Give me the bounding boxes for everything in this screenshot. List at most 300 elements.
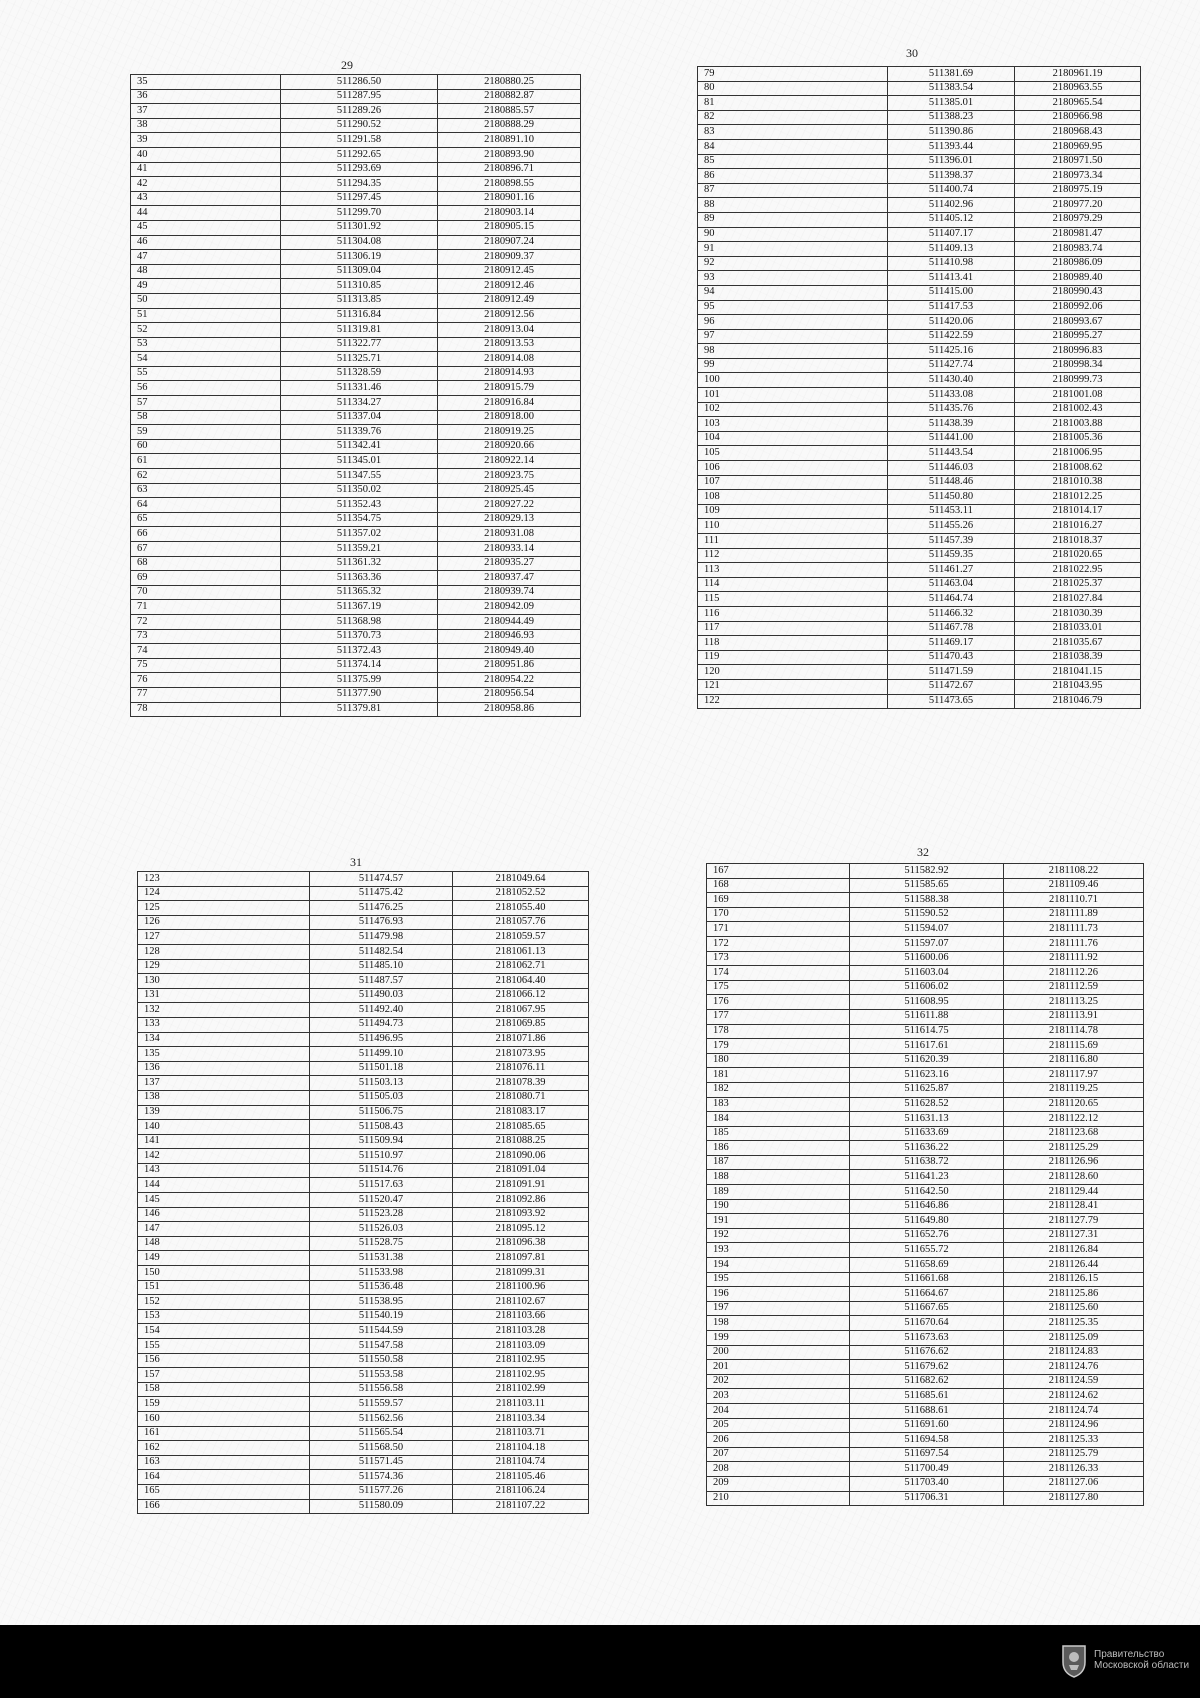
table-row	[707, 1331, 1144, 1346]
x-coordinate-cell: 511435.76	[888, 402, 1015, 417]
table-row	[138, 1017, 589, 1032]
x-coordinate-cell: 511464.74	[888, 592, 1015, 607]
y-coordinate-cell: 2180912.49	[438, 293, 581, 308]
x-coordinate-cell: 511544.59	[310, 1324, 453, 1339]
point-number-cell: 194	[707, 1258, 850, 1273]
point-number-cell: 38	[131, 118, 281, 133]
table-row	[131, 629, 581, 644]
point-number-cell: 191	[707, 1214, 850, 1229]
table-row	[707, 1287, 1144, 1302]
point-number-cell: 148	[138, 1236, 310, 1251]
logo-line-1: Правительство	[1094, 1649, 1165, 1660]
table-row	[131, 600, 581, 615]
table-row	[138, 901, 589, 916]
point-number-cell: 207	[707, 1447, 850, 1462]
table-row	[131, 425, 581, 440]
point-number-cell: 156	[138, 1353, 310, 1368]
x-coordinate-cell: 511381.69	[888, 67, 1015, 82]
y-coordinate-cell: 2180961.19	[1015, 67, 1141, 82]
x-coordinate-cell: 511359.21	[281, 542, 438, 557]
table-row	[131, 352, 581, 367]
x-coordinate-cell: 511638.72	[850, 1155, 1004, 1170]
x-coordinate-cell: 511562.56	[310, 1411, 453, 1426]
x-coordinate-cell: 511453.11	[888, 504, 1015, 519]
point-number-cell: 54	[131, 352, 281, 367]
table-row	[131, 337, 581, 352]
y-coordinate-cell: 2180966.98	[1015, 110, 1141, 125]
point-number-cell: 166	[138, 1499, 310, 1514]
x-coordinate-cell: 511580.09	[310, 1499, 453, 1514]
point-number-cell: 93	[698, 271, 888, 286]
x-coordinate-cell: 511417.53	[888, 300, 1015, 315]
point-number-cell: 92	[698, 256, 888, 271]
point-number-cell: 77	[131, 687, 281, 702]
y-coordinate-cell: 2181020.65	[1015, 548, 1141, 563]
table-row	[698, 694, 1141, 709]
x-coordinate-cell: 511304.08	[281, 235, 438, 250]
y-coordinate-cell: 2181046.79	[1015, 694, 1141, 709]
x-coordinate-cell: 511614.75	[850, 1024, 1004, 1039]
table-row	[698, 373, 1141, 388]
y-coordinate-cell: 2181016.27	[1015, 519, 1141, 534]
table-row	[131, 454, 581, 469]
point-number-cell: 72	[131, 614, 281, 629]
y-coordinate-cell: 2181059.57	[453, 930, 589, 945]
point-number-cell: 167	[707, 864, 850, 879]
x-coordinate-cell: 511459.35	[888, 548, 1015, 563]
x-coordinate-cell: 511494.73	[310, 1017, 453, 1032]
point-number-cell: 36	[131, 89, 281, 104]
point-number-cell: 128	[138, 944, 310, 959]
x-coordinate-cell: 511547.58	[310, 1339, 453, 1354]
y-coordinate-cell: 2180979.29	[1015, 212, 1141, 227]
x-coordinate-cell: 511490.03	[310, 988, 453, 1003]
table-row	[131, 235, 581, 250]
x-coordinate-cell: 511540.19	[310, 1309, 453, 1324]
x-coordinate-cell: 511331.46	[281, 381, 438, 396]
table-row	[698, 402, 1141, 417]
table-row	[698, 431, 1141, 446]
table-row	[131, 542, 581, 557]
table-row	[138, 1032, 589, 1047]
y-coordinate-cell: 2181006.95	[1015, 446, 1141, 461]
x-coordinate-cell: 511375.99	[281, 673, 438, 688]
y-coordinate-cell: 2181125.60	[1004, 1301, 1144, 1316]
y-coordinate-cell: 2180913.53	[438, 337, 581, 352]
point-number-cell: 147	[138, 1222, 310, 1237]
point-number-cell: 43	[131, 191, 281, 206]
point-number-cell: 78	[131, 702, 281, 717]
point-number-cell: 186	[707, 1141, 850, 1156]
table-row	[138, 1105, 589, 1120]
x-coordinate-cell: 511316.84	[281, 308, 438, 323]
table-row	[698, 125, 1141, 140]
table-row	[707, 1272, 1144, 1287]
x-coordinate-cell: 511697.54	[850, 1447, 1004, 1462]
table-row	[707, 1389, 1144, 1404]
table-row	[698, 504, 1141, 519]
y-coordinate-cell: 2180981.47	[1015, 227, 1141, 242]
point-number-cell: 46	[131, 235, 281, 250]
y-coordinate-cell: 2181111.92	[1004, 951, 1144, 966]
table-row	[138, 1455, 589, 1470]
table-row	[698, 534, 1141, 549]
table-row	[138, 1207, 589, 1222]
y-coordinate-cell: 2181114.78	[1004, 1024, 1144, 1039]
y-coordinate-cell: 2180949.40	[438, 644, 581, 659]
table-row	[131, 571, 581, 586]
x-coordinate-cell: 511352.43	[281, 498, 438, 513]
table-row	[707, 878, 1144, 893]
table-row	[138, 1484, 589, 1499]
x-coordinate-cell: 511286.50	[281, 75, 438, 90]
page-number: 31	[350, 855, 362, 869]
point-number-cell: 185	[707, 1126, 850, 1141]
y-coordinate-cell: 2181025.37	[1015, 577, 1141, 592]
table-row	[138, 1134, 589, 1149]
table-row	[707, 1112, 1144, 1127]
x-coordinate-cell: 511633.69	[850, 1126, 1004, 1141]
point-number-cell: 199	[707, 1331, 850, 1346]
x-coordinate-cell: 511443.54	[888, 446, 1015, 461]
x-coordinate-cell: 511588.38	[850, 893, 1004, 908]
point-number-cell: 160	[138, 1411, 310, 1426]
x-coordinate-cell: 511565.54	[310, 1426, 453, 1441]
y-coordinate-cell: 2180905.15	[438, 220, 581, 235]
point-number-cell: 88	[698, 198, 888, 213]
table-row	[131, 512, 581, 527]
point-number-cell: 73	[131, 629, 281, 644]
table-row	[138, 1397, 589, 1412]
x-coordinate-cell: 511354.75	[281, 512, 438, 527]
y-coordinate-cell: 2181104.18	[453, 1441, 589, 1456]
point-number-cell: 103	[698, 417, 888, 432]
x-coordinate-cell: 511407.17	[888, 227, 1015, 242]
y-coordinate-cell: 2181103.71	[453, 1426, 589, 1441]
x-coordinate-cell: 511347.55	[281, 469, 438, 484]
y-coordinate-cell: 2181125.79	[1004, 1447, 1144, 1462]
point-number-cell: 79	[698, 67, 888, 82]
point-number-cell: 127	[138, 930, 310, 945]
table-row	[138, 1090, 589, 1105]
point-number-cell: 58	[131, 410, 281, 425]
y-coordinate-cell: 2181043.95	[1015, 679, 1141, 694]
x-coordinate-cell: 511492.40	[310, 1003, 453, 1018]
table-row	[131, 279, 581, 294]
table-row	[131, 687, 581, 702]
table-row	[138, 1266, 589, 1281]
table-row	[698, 285, 1141, 300]
x-coordinate-cell: 511402.96	[888, 198, 1015, 213]
point-number-cell: 174	[707, 966, 850, 981]
y-coordinate-cell: 2180896.71	[438, 162, 581, 177]
x-coordinate-cell: 511385.01	[888, 96, 1015, 111]
y-coordinate-cell: 2181126.15	[1004, 1272, 1144, 1287]
table-row	[131, 133, 581, 148]
x-coordinate-cell: 511294.35	[281, 177, 438, 192]
x-coordinate-cell: 511503.13	[310, 1076, 453, 1091]
point-number-cell: 196	[707, 1287, 850, 1302]
point-number-cell: 45	[131, 220, 281, 235]
table-row	[131, 177, 581, 192]
table-row	[707, 1418, 1144, 1433]
y-coordinate-cell: 2180923.75	[438, 469, 581, 484]
point-number-cell: 51	[131, 308, 281, 323]
x-coordinate-cell: 511600.06	[850, 951, 1004, 966]
table-row	[707, 1126, 1144, 1141]
point-number-cell: 178	[707, 1024, 850, 1039]
x-coordinate-cell: 511673.63	[850, 1331, 1004, 1346]
y-coordinate-cell: 2181124.76	[1004, 1360, 1144, 1375]
point-number-cell: 80	[698, 81, 888, 96]
y-coordinate-cell: 2180935.27	[438, 556, 581, 571]
x-coordinate-cell: 511577.26	[310, 1484, 453, 1499]
y-coordinate-cell: 2181093.92	[453, 1207, 589, 1222]
point-number-cell: 204	[707, 1403, 850, 1418]
table-row	[131, 469, 581, 484]
y-coordinate-cell: 2181103.34	[453, 1411, 589, 1426]
point-number-cell: 132	[138, 1003, 310, 1018]
point-number-cell: 85	[698, 154, 888, 169]
table-row	[131, 147, 581, 162]
y-coordinate-cell: 2181116.80	[1004, 1053, 1144, 1068]
y-coordinate-cell: 2181014.17	[1015, 504, 1141, 519]
y-coordinate-cell: 2181120.65	[1004, 1097, 1144, 1112]
point-number-cell: 146	[138, 1207, 310, 1222]
x-coordinate-cell: 511398.37	[888, 169, 1015, 184]
x-coordinate-cell: 511306.19	[281, 250, 438, 265]
x-coordinate-cell: 511472.67	[888, 679, 1015, 694]
point-number-cell: 49	[131, 279, 281, 294]
point-number-cell: 205	[707, 1418, 850, 1433]
x-coordinate-cell: 511658.69	[850, 1258, 1004, 1273]
table-row	[138, 1003, 589, 1018]
table-row	[707, 1228, 1144, 1243]
point-number-cell: 99	[698, 358, 888, 373]
table-row	[131, 104, 581, 119]
table-row	[698, 227, 1141, 242]
table-row	[138, 1353, 589, 1368]
footer-bar	[0, 1625, 1200, 1698]
y-coordinate-cell: 2181090.06	[453, 1149, 589, 1164]
point-number-cell: 111	[698, 534, 888, 549]
y-coordinate-cell: 2181128.60	[1004, 1170, 1144, 1185]
table-row	[707, 893, 1144, 908]
x-coordinate-cell: 511290.52	[281, 118, 438, 133]
y-coordinate-cell: 2180999.73	[1015, 373, 1141, 388]
table-row	[707, 1141, 1144, 1156]
point-number-cell: 55	[131, 366, 281, 381]
y-coordinate-cell: 2181091.04	[453, 1163, 589, 1178]
point-number-cell: 145	[138, 1193, 310, 1208]
point-number-cell: 107	[698, 475, 888, 490]
y-coordinate-cell: 2181099.31	[453, 1266, 589, 1281]
x-coordinate-cell: 511297.45	[281, 191, 438, 206]
table-row	[707, 922, 1144, 937]
page-number: 30	[906, 46, 918, 60]
point-number-cell: 112	[698, 548, 888, 563]
y-coordinate-cell: 2180933.14	[438, 542, 581, 557]
table-row	[138, 872, 589, 887]
point-number-cell: 47	[131, 250, 281, 265]
table-row	[131, 220, 581, 235]
x-coordinate-cell: 511476.93	[310, 915, 453, 930]
table-row	[138, 1470, 589, 1485]
point-number-cell: 141	[138, 1134, 310, 1149]
table-row	[138, 1120, 589, 1135]
x-coordinate-cell: 511473.65	[888, 694, 1015, 709]
x-coordinate-cell: 511496.95	[310, 1032, 453, 1047]
x-coordinate-cell: 511628.52	[850, 1097, 1004, 1112]
y-coordinate-cell: 2180898.55	[438, 177, 581, 192]
y-coordinate-cell: 2181103.11	[453, 1397, 589, 1412]
x-coordinate-cell: 511479.98	[310, 930, 453, 945]
table-row	[707, 1433, 1144, 1448]
point-number-cell: 110	[698, 519, 888, 534]
x-coordinate-cell: 511691.60	[850, 1418, 1004, 1433]
point-number-cell: 176	[707, 995, 850, 1010]
point-number-cell: 129	[138, 959, 310, 974]
table-row	[138, 1251, 589, 1266]
table-row	[131, 162, 581, 177]
table-row	[138, 1149, 589, 1164]
point-number-cell: 118	[698, 636, 888, 651]
y-coordinate-cell: 2181096.38	[453, 1236, 589, 1251]
point-number-cell: 169	[707, 893, 850, 908]
x-coordinate-cell: 511289.26	[281, 104, 438, 119]
coat-of-arms-icon	[1060, 1642, 1088, 1678]
point-number-cell: 74	[131, 644, 281, 659]
point-number-cell: 152	[138, 1295, 310, 1310]
point-number-cell: 39	[131, 133, 281, 148]
y-coordinate-cell: 2181100.96	[453, 1280, 589, 1295]
table-row	[707, 1170, 1144, 1185]
point-number-cell: 84	[698, 139, 888, 154]
x-coordinate-cell: 511372.43	[281, 644, 438, 659]
x-coordinate-cell: 511571.45	[310, 1455, 453, 1470]
x-coordinate-cell: 511313.85	[281, 293, 438, 308]
table-row	[131, 673, 581, 688]
point-number-cell: 126	[138, 915, 310, 930]
y-coordinate-cell: 2181115.69	[1004, 1039, 1144, 1054]
table-row	[138, 1061, 589, 1076]
y-coordinate-cell: 2181126.44	[1004, 1258, 1144, 1273]
table-row	[698, 67, 1141, 82]
table-row	[698, 665, 1141, 680]
table-row	[131, 366, 581, 381]
point-number-cell: 189	[707, 1185, 850, 1200]
x-coordinate-cell: 511631.13	[850, 1112, 1004, 1127]
point-number-cell: 62	[131, 469, 281, 484]
y-coordinate-cell: 2181129.44	[1004, 1185, 1144, 1200]
y-coordinate-cell: 2181125.33	[1004, 1433, 1144, 1448]
point-number-cell: 203	[707, 1389, 850, 1404]
table-row	[138, 959, 589, 974]
y-coordinate-cell: 2181103.66	[453, 1309, 589, 1324]
table-row	[138, 886, 589, 901]
point-number-cell: 40	[131, 147, 281, 162]
table-row	[707, 1199, 1144, 1214]
x-coordinate-cell: 511553.58	[310, 1368, 453, 1383]
x-coordinate-cell: 511291.58	[281, 133, 438, 148]
table-row	[138, 1339, 589, 1354]
table-row	[698, 169, 1141, 184]
y-coordinate-cell: 2181111.73	[1004, 922, 1144, 937]
point-number-cell: 65	[131, 512, 281, 527]
table-row	[698, 81, 1141, 96]
point-number-cell: 138	[138, 1090, 310, 1105]
point-number-cell: 91	[698, 242, 888, 257]
table-row	[698, 621, 1141, 636]
x-coordinate-cell: 511463.04	[888, 577, 1015, 592]
point-number-cell: 104	[698, 431, 888, 446]
x-coordinate-cell: 511661.68	[850, 1272, 1004, 1287]
y-coordinate-cell: 2181111.76	[1004, 936, 1144, 951]
point-number-cell: 192	[707, 1228, 850, 1243]
table-row	[698, 271, 1141, 286]
point-number-cell: 182	[707, 1082, 850, 1097]
x-coordinate-cell: 511325.71	[281, 352, 438, 367]
table-row	[698, 110, 1141, 125]
x-coordinate-cell: 511559.57	[310, 1397, 453, 1412]
x-coordinate-cell: 511667.65	[850, 1301, 1004, 1316]
point-number-cell: 180	[707, 1053, 850, 1068]
point-number-cell: 117	[698, 621, 888, 636]
point-number-cell: 175	[707, 980, 850, 995]
y-coordinate-cell: 2181057.76	[453, 915, 589, 930]
point-number-cell: 195	[707, 1272, 850, 1287]
page-number: 29	[341, 58, 353, 72]
point-number-cell: 102	[698, 402, 888, 417]
point-number-cell: 96	[698, 315, 888, 330]
point-number-cell: 150	[138, 1266, 310, 1281]
y-coordinate-cell: 2180954.22	[438, 673, 581, 688]
table-row	[698, 139, 1141, 154]
point-number-cell: 209	[707, 1476, 850, 1491]
x-coordinate-cell: 511590.52	[850, 907, 1004, 922]
table-row	[707, 1360, 1144, 1375]
table-row	[698, 592, 1141, 607]
point-number-cell: 70	[131, 585, 281, 600]
point-number-cell: 76	[131, 673, 281, 688]
y-coordinate-cell: 2181102.95	[453, 1368, 589, 1383]
x-coordinate-cell: 511679.62	[850, 1360, 1004, 1375]
table-row	[138, 988, 589, 1003]
point-number-cell: 143	[138, 1163, 310, 1178]
table-row	[698, 577, 1141, 592]
table-row	[707, 1155, 1144, 1170]
x-coordinate-cell: 511685.61	[850, 1389, 1004, 1404]
point-number-cell: 208	[707, 1462, 850, 1477]
table-row	[138, 1368, 589, 1383]
x-coordinate-cell: 511357.02	[281, 527, 438, 542]
point-number-cell: 63	[131, 483, 281, 498]
y-coordinate-cell: 2181103.09	[453, 1339, 589, 1354]
y-coordinate-cell: 2181008.62	[1015, 461, 1141, 476]
table-row	[698, 606, 1141, 621]
point-number-cell: 155	[138, 1339, 310, 1354]
x-coordinate-cell: 511664.67	[850, 1287, 1004, 1302]
y-coordinate-cell: 2180888.29	[438, 118, 581, 133]
table-row	[707, 1185, 1144, 1200]
y-coordinate-cell: 2180901.16	[438, 191, 581, 206]
y-coordinate-cell: 2181085.65	[453, 1120, 589, 1135]
y-coordinate-cell: 2180922.14	[438, 454, 581, 469]
point-number-cell: 184	[707, 1112, 850, 1127]
point-number-cell: 125	[138, 901, 310, 916]
point-number-cell: 123	[138, 872, 310, 887]
y-coordinate-cell: 2181124.83	[1004, 1345, 1144, 1360]
